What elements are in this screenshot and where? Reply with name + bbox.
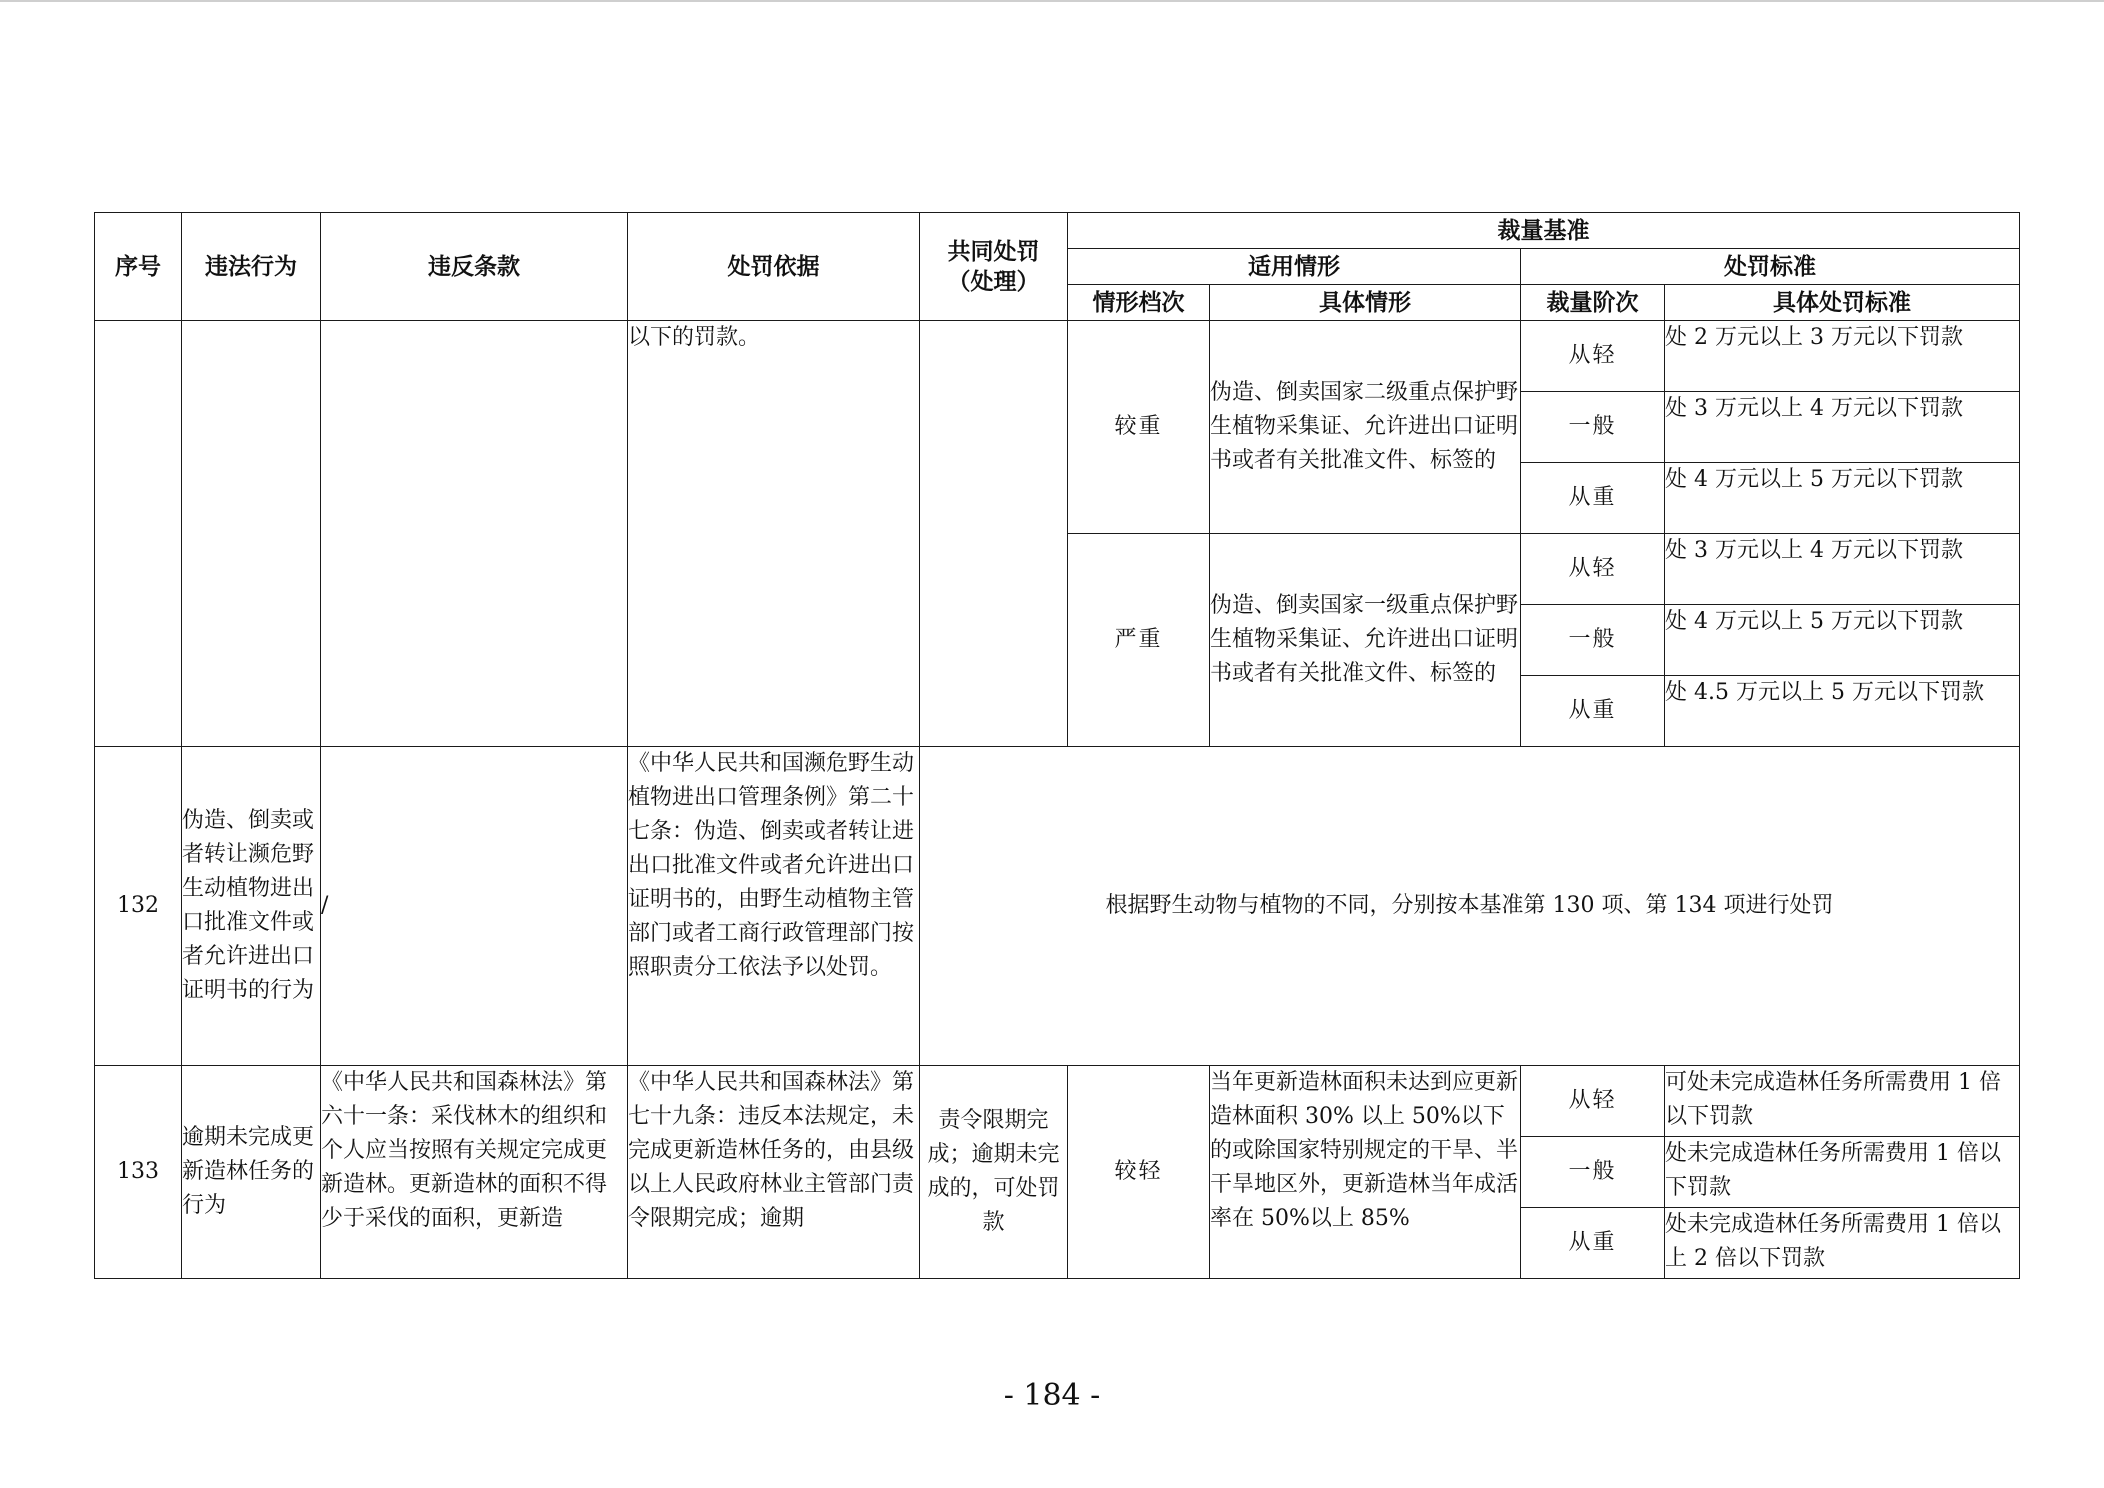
table-row <box>95 747 2020 1065</box>
situation-cell: 当年更新造林面积未达到应更新造林面积 30% 以上 50%以下的或除国家特别规定的干旱、半干旱地区外，更新造林当年成活率在 50%以上 85% <box>1210 1065 1521 1278</box>
header-discretion: 裁量基准 <box>1068 213 2020 249</box>
page-number: - 184 - <box>1003 1378 1101 1413</box>
penalty-cell: 处 3 万元以上 4 万元以下罚款 <box>1665 392 2020 463</box>
act-cell: 逾期未完成更新造林任务的行为 <box>182 1065 321 1278</box>
basis-cell: 《中华人民共和国森林法》第七十九条：违反本法规定，未完成更新造林任务的，由县级以上人民政府林业主管部门责令限期完成；逾期 <box>628 1065 920 1278</box>
penalty-cell: 处 4 万元以上 5 万元以下罚款 <box>1665 463 2020 534</box>
seq-cell: 132 <box>95 747 182 1065</box>
header-situation: 具体情形 <box>1210 285 1521 321</box>
header-applicable: 适用情形 <box>1068 249 1521 285</box>
cont-basis-cell: 以下的罚款。 <box>628 321 920 747</box>
basis-cell: 《中华人民共和国濒危野生动植物进出口管理条例》第二十七条：伪造、倒卖或者转让进出口批准文件或者允许进出口证明书的，由野生动植物主管部门或者工商行政管理部门按照职责分工依法予以处罚。 <box>628 747 920 1065</box>
penalty-cell: 处 2 万元以上 3 万元以下罚款 <box>1665 321 2020 392</box>
situation-cell: 伪造、倒卖国家二级重点保护野生植物采集证、允许进出口证明书或者有关批准文件、标签的 <box>1210 321 1521 534</box>
merged-note-cell: 根据野生动物与植物的不同，分别按本基准第 130 项、第 134 项进行处罚 <box>920 747 2020 1065</box>
situation-cell: 伪造、倒卖国家一级重点保护野生植物采集证、允许进出口证明书或者有关批准文件、标签的 <box>1210 534 1521 747</box>
header-standard: 处罚标准 <box>1521 249 2020 285</box>
level-cell: 较轻 <box>1068 1065 1210 1278</box>
top-rule <box>0 0 2104 2</box>
tier-cell: 从轻 <box>1521 1065 1665 1136</box>
tier-cell: 一般 <box>1521 605 1665 676</box>
penalty-cell: 可处未完成造林任务所需费用 1 倍以下罚款 <box>1665 1065 2020 1136</box>
tier-cell: 从重 <box>1521 463 1665 534</box>
cont-seq-cell <box>95 321 182 747</box>
tier-cell: 从轻 <box>1521 534 1665 605</box>
table-row <box>95 1065 2020 1136</box>
header-common: 共同处罚（处理） <box>920 213 1068 321</box>
clause-cell: / <box>321 747 628 1065</box>
penalty-cell: 处 4.5 万元以上 5 万元以下罚款 <box>1665 676 2020 747</box>
penalty-cell: 处未完成造林任务所需费用 1 倍以下罚款 <box>1665 1136 2020 1207</box>
tier-cell: 一般 <box>1521 1136 1665 1207</box>
cont-act-cell <box>182 321 321 747</box>
common-cell: 责令限期完成；逾期未完成的，可处罚款 <box>920 1065 1068 1278</box>
header-clause: 违反条款 <box>321 213 628 321</box>
tier-cell: 从轻 <box>1521 321 1665 392</box>
header-tier: 裁量阶次 <box>1521 285 1665 321</box>
tier-cell: 从重 <box>1521 1207 1665 1278</box>
seq-cell: 133 <box>95 1065 182 1278</box>
header-penalty: 具体处罚标准 <box>1665 285 2020 321</box>
header-level: 情形档次 <box>1068 285 1210 321</box>
cont-common-cell <box>920 321 1068 747</box>
tier-cell: 一般 <box>1521 392 1665 463</box>
level-cell: 严重 <box>1068 534 1210 747</box>
penalty-cell: 处未完成造林任务所需费用 1 倍以上 2 倍以下罚款 <box>1665 1207 2020 1278</box>
header-act: 违法行为 <box>182 213 321 321</box>
cont-clause-cell <box>321 321 628 747</box>
level-cell: 较重 <box>1068 321 1210 534</box>
header-basis: 处罚依据 <box>628 213 920 321</box>
header-seq: 序号 <box>95 213 182 321</box>
act-cell: 伪造、倒卖或者转让濒危野生动植物进出口批准文件或者允许进出口证明书的行为 <box>182 747 321 1065</box>
discretion-table <box>94 212 2020 1279</box>
penalty-cell: 处 3 万元以上 4 万元以下罚款 <box>1665 534 2020 605</box>
clause-cell: 《中华人民共和国森林法》第六十一条：采伐林木的组织和个人应当按照有关规定完成更新造林。更新造林的面积不得少于采伐的面积，更新造 <box>321 1065 628 1278</box>
tier-cell: 从重 <box>1521 676 1665 747</box>
table-row <box>95 321 2020 392</box>
penalty-cell: 处 4 万元以上 5 万元以下罚款 <box>1665 605 2020 676</box>
